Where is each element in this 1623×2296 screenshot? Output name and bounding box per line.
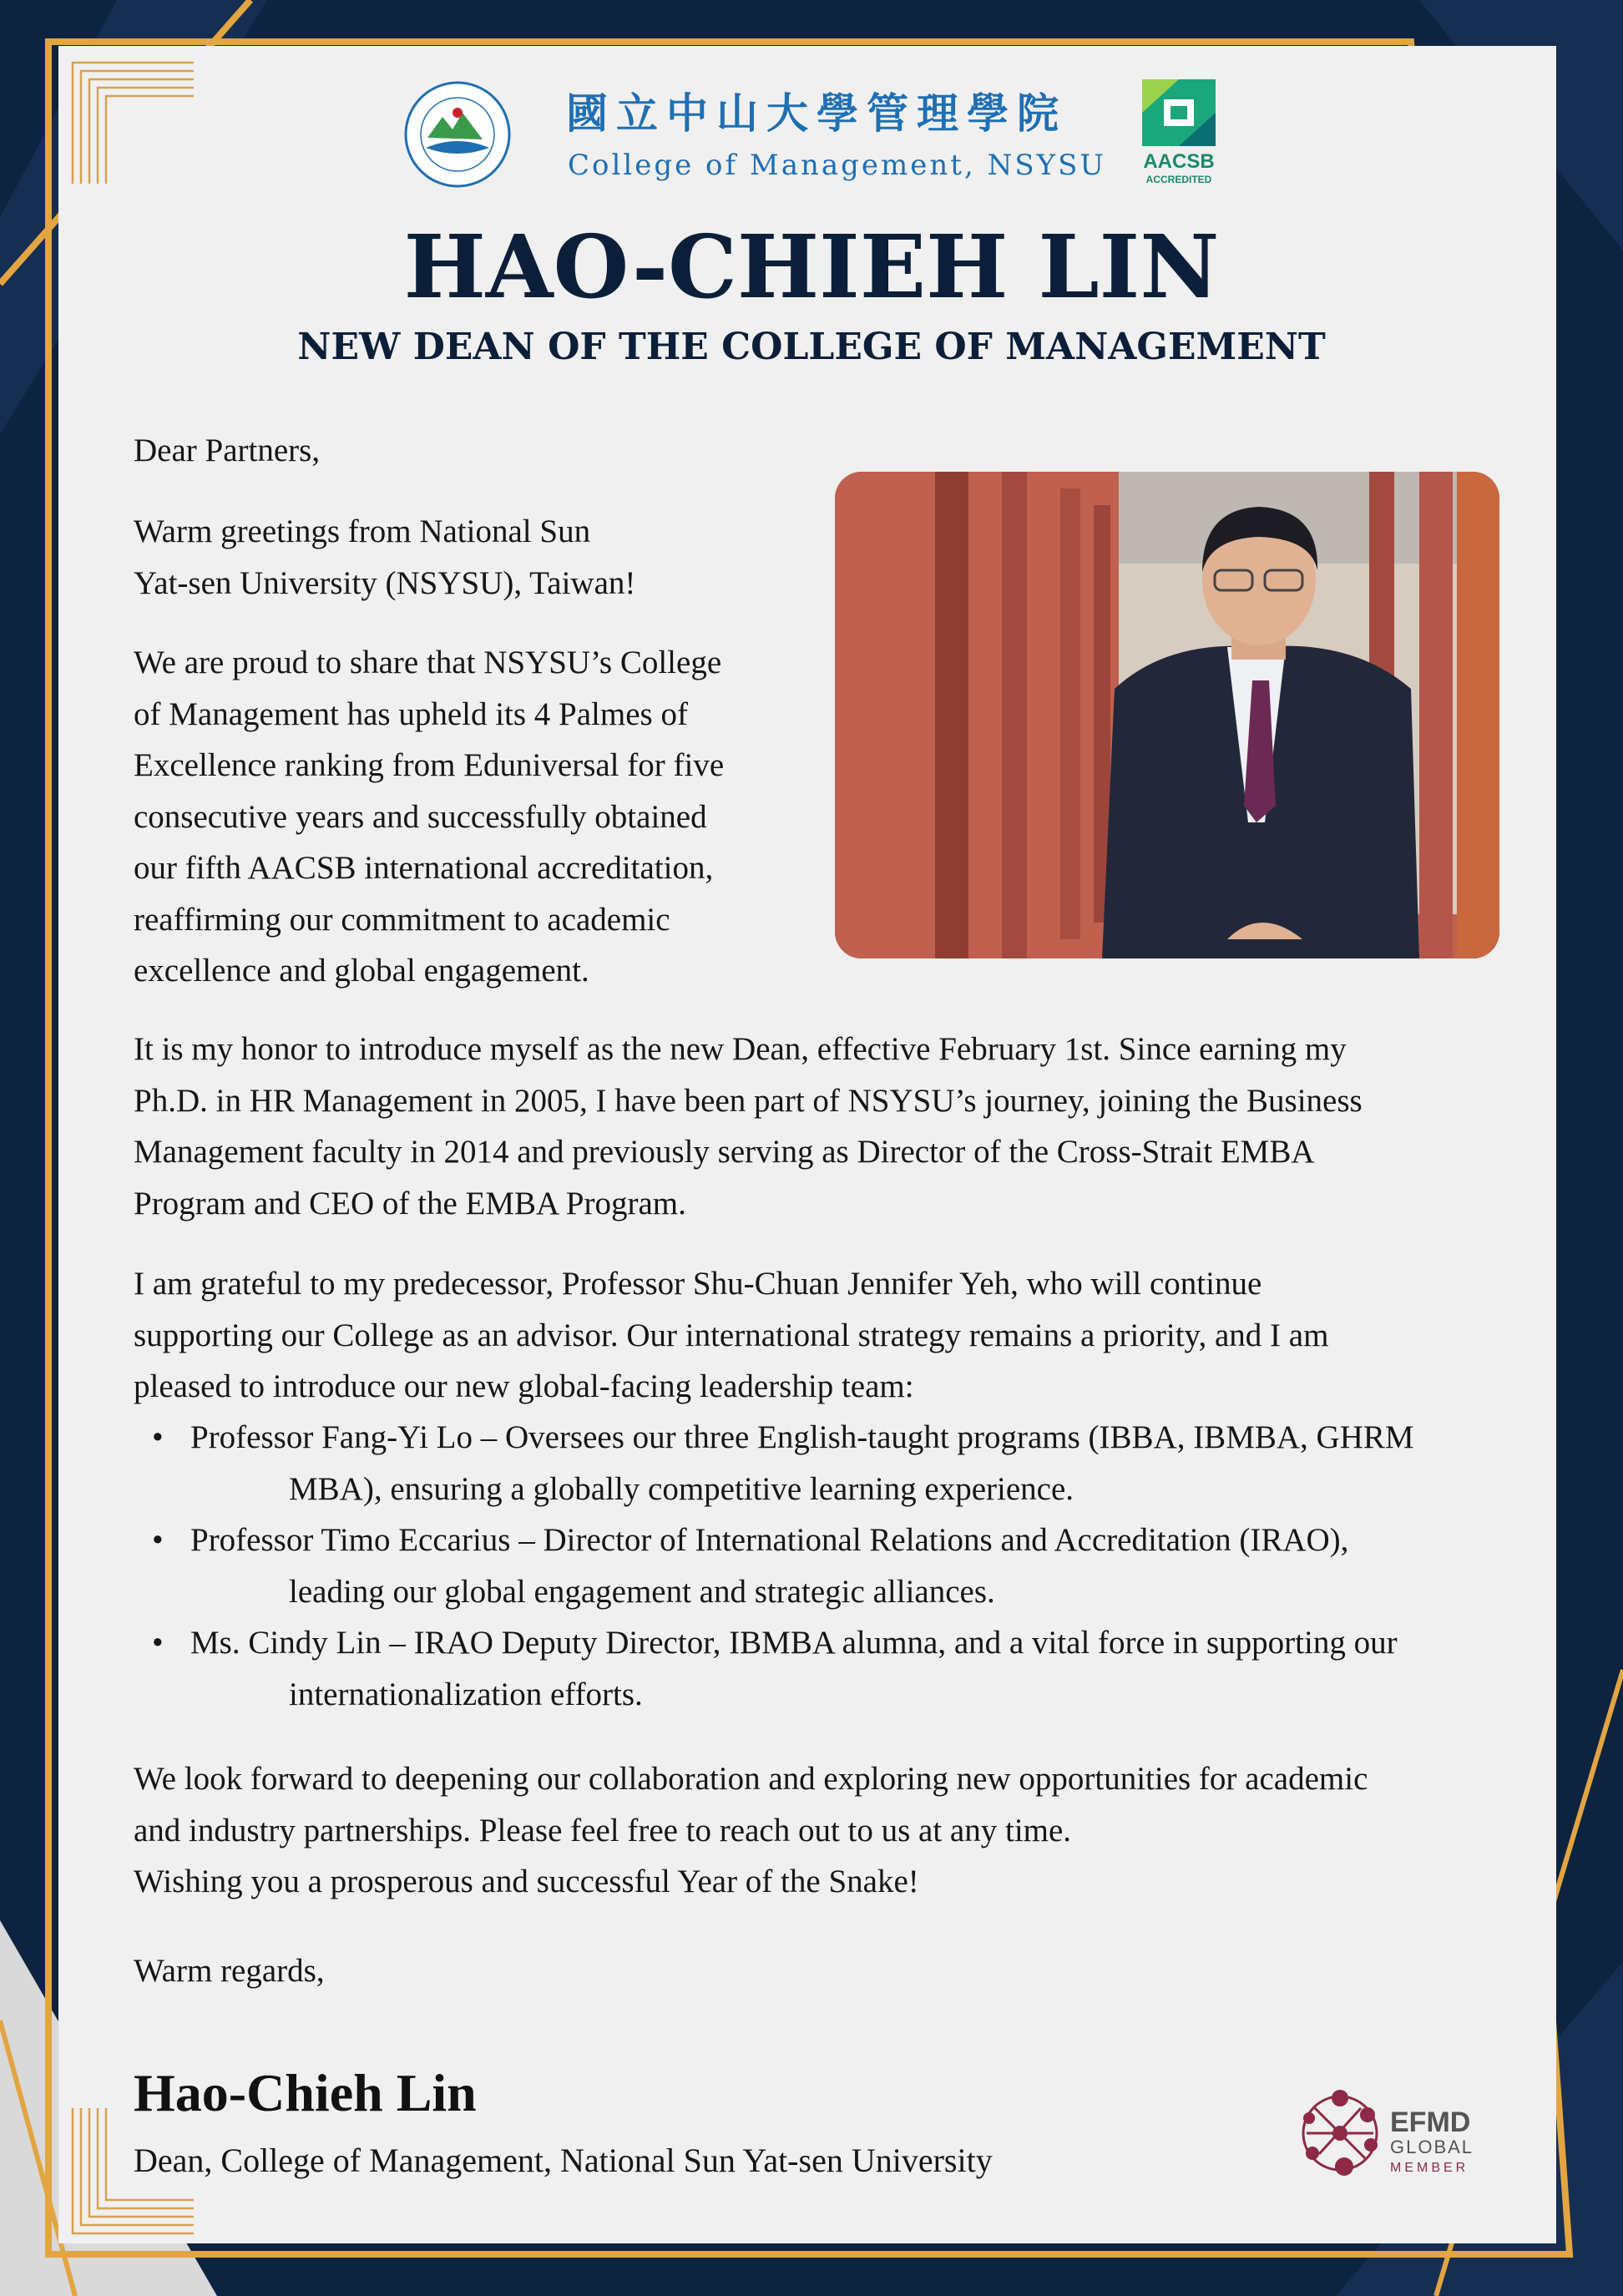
signature-role: Dean, College of Management, National Sun Yat-sen University <box>134 2142 993 2179</box>
efmd-member-text: MEMBER <box>1390 2161 1469 2175</box>
list-item-text: Ms. Cindy Lin – IRAO Deputy Director, IBMBA alumna, and a vital force in supporting our <box>190 1625 1398 1661</box>
list-item-text: leading our global engagement and strategic alliances. <box>289 1573 995 1610</box>
page-subtitle: NEW DEAN OF THE COLLEGE OF MANAGEMENT <box>297 326 1326 368</box>
text-line: and industry partnerships. Please feel free to reach out to us at any time. <box>134 1812 1072 1848</box>
text-line: Program and CEO of the EMBA Program. <box>134 1185 686 1221</box>
text-line: our fifth AACSB international accreditation, <box>134 850 714 886</box>
college-name-english: College of Management, NSYSU <box>568 149 1107 182</box>
list-item-text: internationalization efforts. <box>289 1676 643 1712</box>
closing-salutation: Warm regards, <box>134 1953 325 1989</box>
text-line: pleased to introduce our new global-facing leadership team: <box>134 1368 914 1404</box>
text-line: Excellence ranking from Eduniversal for five <box>134 747 725 783</box>
list-item-text: Professor Timo Eccarius – Director of International Relations and Accreditation (IRAO), <box>190 1522 1349 1558</box>
greeting <box>134 506 635 609</box>
list-item-text: MBA), ensuring a globally competitive learning experience. <box>289 1470 1074 1507</box>
text-line: supporting our College as an advisor. Our international strategy remains a priority, and I am <box>134 1317 1329 1353</box>
aacsb-accredited-logo <box>1140 79 1219 188</box>
efmd-text: EFMD <box>1390 2106 1471 2138</box>
dean-portrait-photo <box>835 472 1499 958</box>
text-line: consecutive years and successfully obtained <box>134 798 707 835</box>
list-item-text: Professor Fang-Yi Lo – Oversees our three English-taught programs (IBBA, IBMBA, GHRM <box>190 1419 1414 1455</box>
paragraph-leadership-team <box>134 1258 1328 1413</box>
text-line: It is my honor to introduce myself as the new Dean, effective February 1st. Since earning my <box>134 1031 1347 1067</box>
text-line: We are proud to share that NSYSU’s College <box>134 645 722 680</box>
text-line: excellence and global engagement. <box>134 953 589 989</box>
text-line: We look forward to deepening our collaboration and exploring new opportunities for academic <box>134 1761 1368 1797</box>
text-line: Management faculty in 2014 and previously serving as Director of the Cross-Strait EMBA <box>134 1134 1315 1170</box>
text-line: I am grateful to my predecessor, Professor Shu-Chuan Jennifer Yeh, who will continue <box>134 1266 1262 1302</box>
corner-ornament-top-left <box>68 58 202 192</box>
aacsb-text: AACSB <box>1143 150 1215 173</box>
college-name-chinese: 國立中山大學管理學院 <box>566 89 1067 138</box>
nsysu-seal-logo <box>402 79 513 190</box>
list-item <box>134 1617 1553 1720</box>
greeting-line: Warm greetings from National Sun <box>134 513 591 549</box>
list-item <box>134 1412 1553 1515</box>
paragraph-closing <box>134 1753 1368 1908</box>
salutation: Dear Partners, <box>134 432 321 468</box>
page-title-dean-name: HAO-CHIEH LIN <box>403 215 1220 318</box>
greeting-line: Yat-sen University (NSYSU), Taiwan! <box>134 564 636 601</box>
text-line: of Management has upheld its 4 Palmes of <box>134 695 688 732</box>
text-line: Ph.D. in HR Management in 2005, I have been part of NSYSU’s journey, joining the Business <box>134 1082 1363 1119</box>
efmd-global-member-logo <box>1294 2083 1486 2183</box>
list-item <box>134 1515 1553 1617</box>
signature-name: Hao-Chieh Lin <box>134 2063 477 2122</box>
paragraph-accreditation <box>134 637 724 997</box>
text-line: reaffirming our commitment to academic <box>134 901 670 938</box>
text-line: Wishing you a prosperous and successful Year of the Snake! <box>134 1864 919 1899</box>
aacsb-subtext: ACCREDITED <box>1145 174 1212 185</box>
paragraph-introduction <box>134 1024 1363 1229</box>
leadership-list <box>134 1412 1553 1720</box>
efmd-global-text: GLOBAL <box>1390 2137 1474 2157</box>
